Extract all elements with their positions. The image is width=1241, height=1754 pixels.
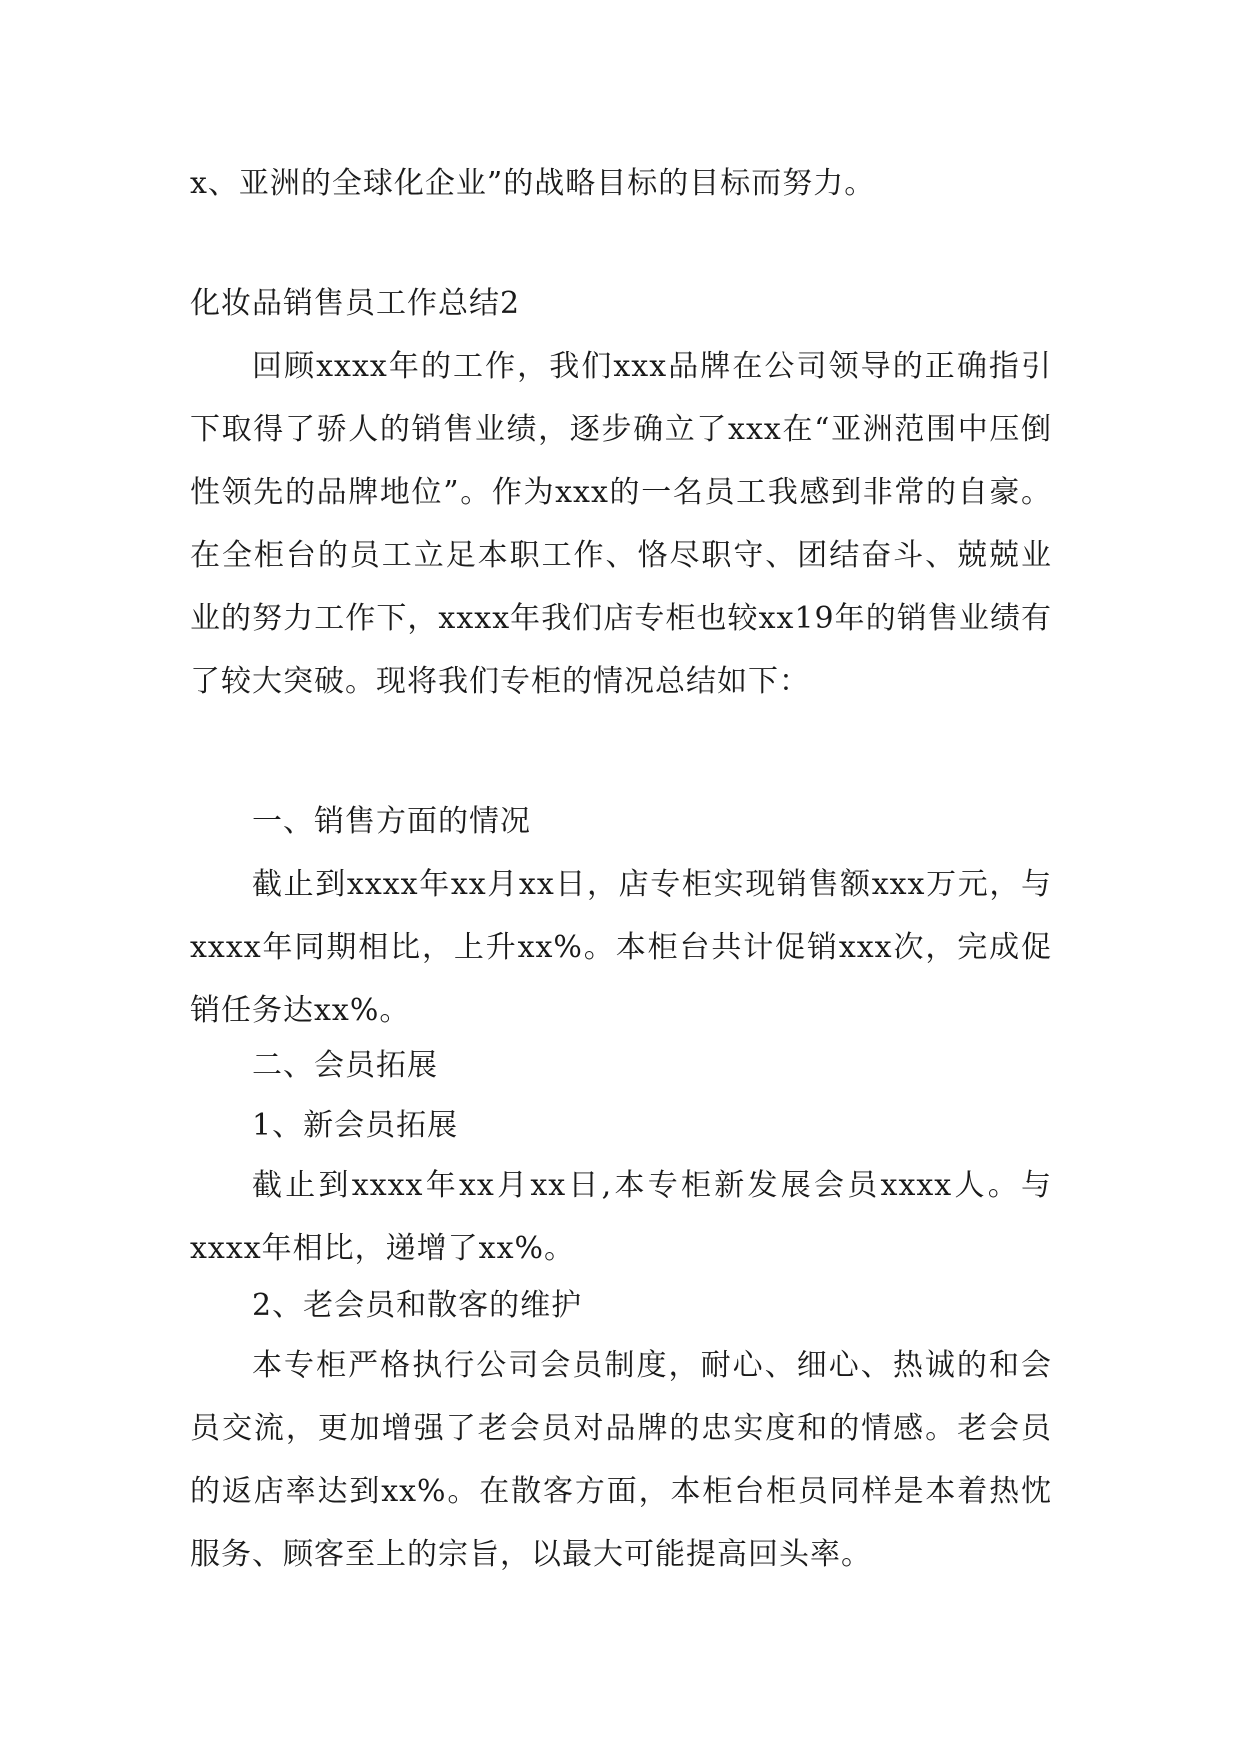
- continuation-line: x、亚洲的全球化企业”的战略目标的目标而努力。: [190, 166, 876, 201]
- heading-new-members: 1、新会员拓展: [252, 1108, 459, 1143]
- sales-paragraph: 截止到xxxx年xx月xx日，店专柜实现销售额xxx万元，与xxxx年同期相比，上升xx%。本柜台共计促销xxx次，完成促销任务达xx%。: [190, 867, 1052, 1028]
- heading-members: 二、会员拓展: [252, 1048, 438, 1083]
- old-members-paragraph: 本专柜严格执行公司会员制度，耐心、细心、热诚的和会员交流，更加增强了老会员对品牌的忠实度和的情感。老会员的返店率达到xx%。在散客方面，本柜台柜员同样是本着热忱服务、顾客至上的宗旨，以最大可能提高回头率。: [190, 1348, 1052, 1572]
- intro-paragraph: 回顾xxxx年的工作，我们xxx品牌在公司领导的正确指引下取得了骄人的销售业绩，逐步确立了xxx在“亚洲范围中压倒性领先的品牌地位”。作为xxx的一名员工我感到非常的自豪。在全柜台的员工立足本职工作、恪尽职守、团结奋斗、兢兢业业的努力工作下，xxxx年我们店专柜也较xx19年的销售业绩有了较大突破。现将我们专柜的情况总结如下：: [190, 349, 1052, 699]
- heading-old-members: 2、老会员和散客的维护: [252, 1288, 583, 1323]
- section-title: 化妆品销售员工作总结2: [190, 286, 521, 321]
- heading-sales: 一、销售方面的情况: [252, 804, 531, 839]
- new-members-paragraph: 截止到xxxx年xx月xx日,本专柜新发展会员xxxx人。与xxxx年相比，递增了xx%。: [190, 1168, 1052, 1266]
